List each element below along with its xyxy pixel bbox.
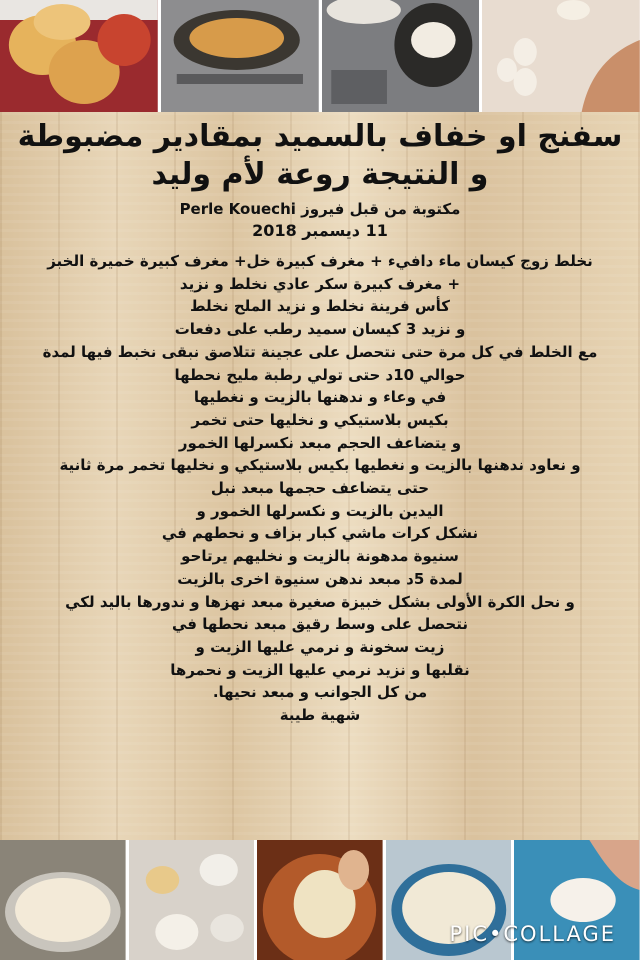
mixing-bowl-photo (0, 840, 126, 960)
instruction-line: كأس فرينة نخلط و نزيد الملح نخلط (190, 297, 450, 316)
instruction-line: و نزيد 3 كيسان سميد رطب على دفعات (174, 320, 466, 339)
dough-balls-photo (482, 0, 640, 112)
frying-pan-photo (161, 0, 319, 112)
closing-line: شهية طيبة (279, 706, 361, 725)
recipe-title (0, 118, 640, 194)
instruction-line: و نحل الكرة الأولى بشكل خبيزة صغيرة مبعد نهزها و ندورها باليد لكي (65, 592, 575, 611)
instruction-line: نقلبها و نزيد نرمي عليها الزيت و نحمرها (170, 660, 470, 679)
post-date: 11 ديسمبر 2018 (252, 221, 388, 240)
instruction-line: و نعاود ندهنها بالزيت و نغطيها بكيس بلاستيكي و نخليها تخمر مرة ثانية (59, 456, 581, 475)
instruction-line: نتحصل على وسط رقيق مبعد نحطها في (172, 615, 468, 634)
instruction-line: نشكل كرات ماشي كبار بزاف و نحطهم في (161, 524, 479, 543)
piccollage-watermark: PIC•COLLAGE (449, 922, 616, 946)
instruction-line: نخلط زوج كيسان ماء دافيء + مغرف كبيرة خل+ مغرف كبيرة خميرة الخبز (47, 252, 593, 270)
fried-breads-photo (0, 0, 158, 112)
title-line: و النتيجة روعة لأم وليد (151, 157, 489, 192)
kneading-dough-photo (257, 840, 383, 960)
stove-pan-photo (322, 0, 480, 112)
title-line: سفنج او خفاف بالسميد بمقادير مضبوطة (17, 119, 623, 154)
instruction-line: حوالي 10د حتى تولي رطبة مليح نحطها (174, 365, 466, 384)
ingredients-photo (129, 840, 255, 960)
instruction-line: من كل الجوانب و مبعد نحيها. (212, 683, 428, 702)
bottom-photo-strip (0, 840, 640, 960)
wood-board (0, 112, 640, 840)
instruction-line: بكيس بلاستيكي و نخليها حتى تخمر (191, 410, 449, 429)
instruction-line: مع الخلط في كل مرة حتى نتحصل على عجينة تتلاصق نبقى نخبط فيها لمدة (42, 342, 598, 361)
instruction-line: لمدة 5د مبعد ندهن سنيوة اخرى بالزيت (177, 569, 463, 588)
instruction-line: في وعاء و ندهنها بالزيت و نغطيها (193, 388, 447, 407)
instruction-line: و يتضاعف الحجم مبعد نكسرلها الخمور (178, 433, 462, 452)
instruction-line: زيت سخونة و نرمي عليها الزيت و (195, 637, 445, 656)
top-photo-strip (0, 0, 640, 112)
instruction-line: حتى يتضاعف حجمها مبعد نبل (210, 479, 430, 498)
instructions (0, 250, 640, 727)
instruction-line: + مغرف كبيرة سكر عادي نخلط و نزيد (179, 274, 461, 293)
instruction-line: سنيوة مدهونة بالزيت و نخليهم يرتاحو (181, 547, 459, 566)
author-byline: مكتوبة من قبل فيروز Perle Kouechi (179, 200, 461, 218)
recipe-text (0, 112, 640, 840)
instruction-line: اليدين بالزيت و نكسرلها الخمور و (196, 501, 444, 520)
